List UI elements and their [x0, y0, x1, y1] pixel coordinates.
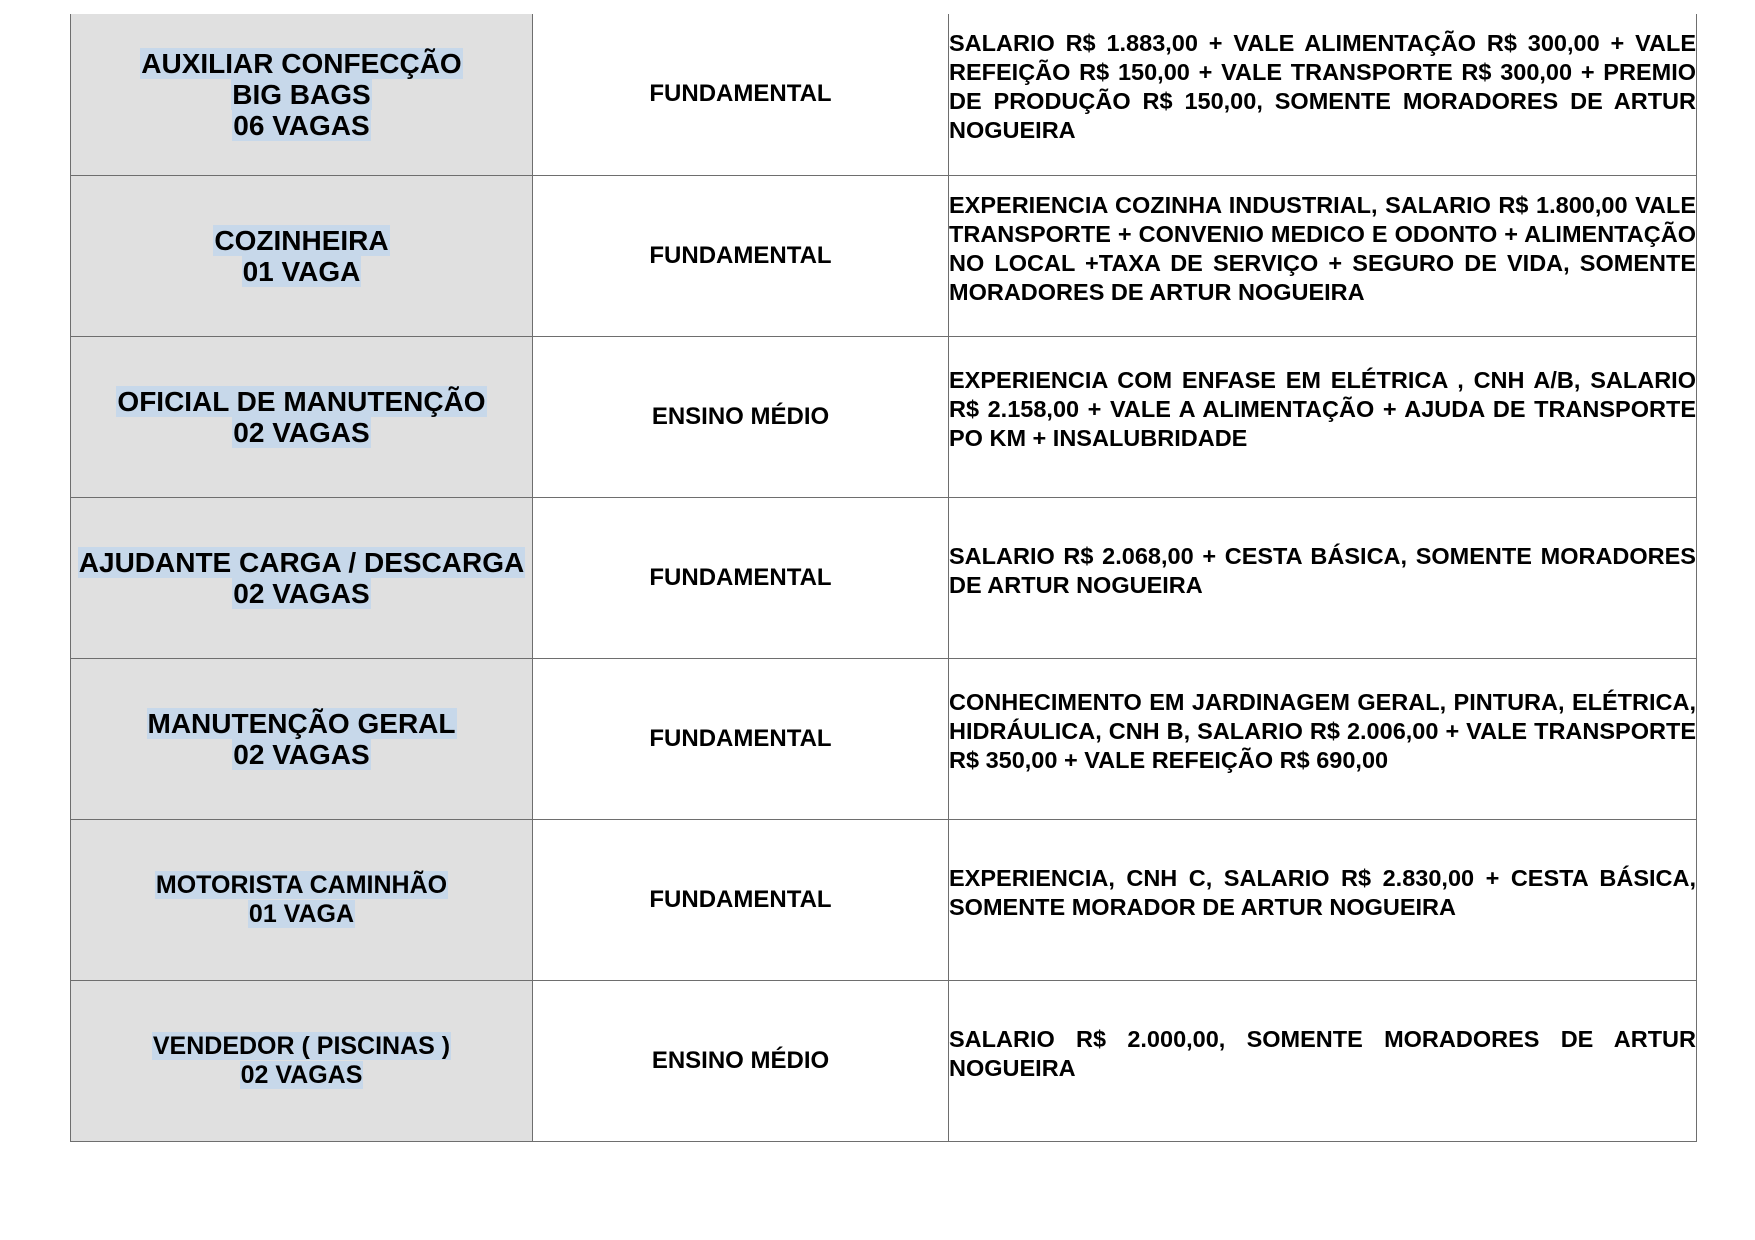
job-vacancies: 01 VAGA — [242, 255, 361, 287]
education-cell: FUNDAMENTAL — [533, 14, 949, 175]
table-row — [71, 497, 1697, 658]
job-vacancies: 06 VAGAS — [233, 109, 370, 141]
job-description: SALARIO R$ 1.883,00 + VALE ALIMENTAÇÃO R$ 300,00 + VALE REFEIÇÃO R$ 150,00 + VALE TRANSPORTE R$ 300,00 + PREMIO DE PRODUÇÃO R$ 150,00, SOMENTE MORADORES DE ARTUR NOGUEIRA — [949, 30, 1696, 144]
table-row — [71, 658, 1697, 819]
description-cell — [949, 175, 1697, 336]
table-row — [71, 175, 1697, 336]
job-title — [155, 871, 448, 929]
job-title — [140, 48, 462, 141]
education-cell: FUNDAMENTAL — [533, 497, 949, 658]
job-vacancies: 02 VAGAS — [233, 577, 370, 609]
job-description: CONHECIMENTO EM JARDINAGEM GERAL, PINTURA, ELÉTRICA, HIDRÁULICA, CNH B, SALARIO R$ 2.006,00 + VALE TRANSPORTE R$ 350,00 + VALE REFEIÇÃO R$ 690,00 — [949, 689, 1696, 773]
job-title-line: COZINHEIRA — [214, 224, 389, 256]
job-title-cell — [71, 175, 533, 336]
job-description: EXPERIENCIA COZINHA INDUSTRIAL, SALARIO R$ 1.800,00 VALE TRANSPORTE + CONVENIO MEDICO E ODONTO + ALIMENTAÇÃO NO LOCAL +TAXA DE SERVIÇO + SEGURO DE VIDA, SOMENTE MORADORES DE ARTUR NOGUEIRA — [949, 191, 1696, 305]
table-row — [71, 980, 1697, 1141]
job-title-cell — [71, 819, 533, 980]
description-cell — [949, 336, 1697, 497]
job-title — [213, 225, 389, 287]
table-row — [71, 819, 1697, 980]
job-vacancies: 01 VAGA — [248, 899, 355, 928]
job-title-line: MANUTENÇÃO GERAL — [147, 707, 456, 739]
job-description: EXPERIENCIA COM ENFASE EM ELÉTRICA , CNH A/B, SALARIO R$ 2.158,00 + VALE A ALIMENTAÇÃO + AJUDA DE TRANSPORTE PO KM + INSALUBRIDADE — [949, 367, 1696, 451]
job-title-line: MOTORISTA CAMINHÃO — [155, 870, 448, 899]
job-vacancies: 02 VAGAS — [233, 738, 370, 770]
job-description: SALARIO R$ 2.000,00, SOMENTE MORADORES DE ARTUR NOGUEIRA — [949, 1025, 1696, 1081]
job-title — [152, 1032, 451, 1090]
description-cell — [949, 819, 1697, 980]
table-row — [71, 336, 1697, 497]
job-title-cell — [71, 658, 533, 819]
job-vacancies: 02 VAGAS — [233, 416, 370, 448]
description-cell — [949, 497, 1697, 658]
table-row — [71, 14, 1697, 175]
job-title — [78, 547, 525, 609]
description-cell — [949, 658, 1697, 819]
job-title-cell — [71, 336, 533, 497]
job-title-line: AJUDANTE CARGA / DESCARGA — [78, 546, 525, 578]
education-cell: FUNDAMENTAL — [533, 658, 949, 819]
education-cell: ENSINO MÉDIO — [533, 980, 949, 1141]
job-title-line: OFICIAL DE MANUTENÇÃO — [117, 385, 486, 417]
job-openings-table — [70, 14, 1697, 1142]
description-cell — [949, 980, 1697, 1141]
job-vacancies: 02 VAGAS — [240, 1060, 363, 1089]
education-cell: FUNDAMENTAL — [533, 175, 949, 336]
job-title-line: VENDEDOR ( PISCINAS ) — [152, 1031, 451, 1060]
education-cell: FUNDAMENTAL — [533, 819, 949, 980]
job-title-cell — [71, 497, 533, 658]
job-title-cell — [71, 980, 533, 1141]
job-title-line: BIG BAGS — [232, 78, 371, 110]
job-description: SALARIO R$ 2.068,00 + CESTA BÁSICA, SOMENTE MORADORES DE ARTUR NOGUEIRA — [949, 542, 1696, 598]
job-description: EXPERIENCIA, CNH C, SALARIO R$ 2.830,00 + CESTA BÁSICA, SOMENTE MORADOR DE ARTUR NOGUEIRA — [949, 864, 1696, 920]
job-title-line: AUXILIAR CONFECÇÃO — [141, 47, 462, 79]
job-title-cell — [71, 14, 533, 175]
job-title — [147, 708, 457, 770]
description-cell — [949, 14, 1697, 175]
education-cell: ENSINO MÉDIO — [533, 336, 949, 497]
job-title — [116, 386, 486, 448]
